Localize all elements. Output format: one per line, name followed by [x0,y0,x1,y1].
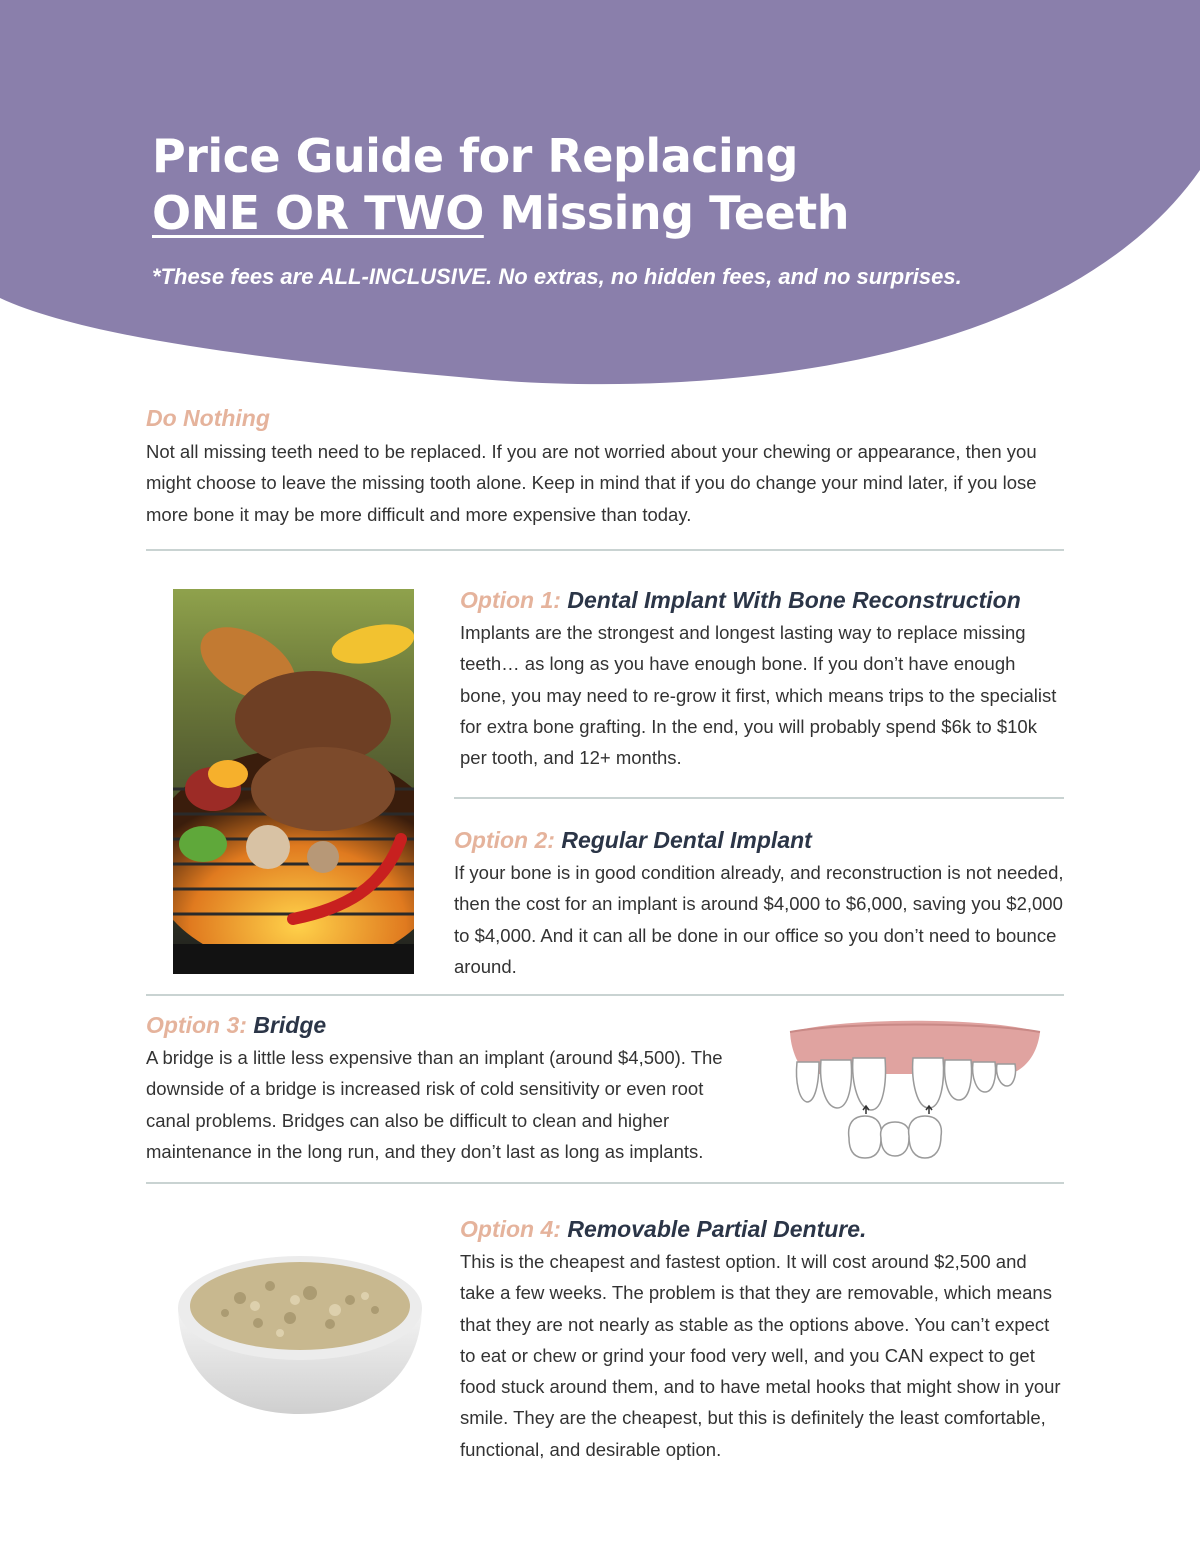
option-3-heading [146,1010,326,1040]
option-3-prefix: Option 3: [146,1012,247,1038]
option-3-body: A bridge is a little less expensive than an implant (around $4,500). The downside of a bridge is increased risk of cold sensitivity or even root canal problems. Bridges can also be difficult to clean and higher maintenance in the long run, and they don’t last as long as implants. [146,1047,723,1162]
grill-food-photo [173,589,414,974]
option-4-body: This is the cheapest and fastest option. It will cost around $2,500 and take a few weeks. The problem is that they are removable, which means that they are not nearly as stable as the options above. You can’t expect to eat or chew or grind your food very well, and you CAN expect to get food stuck around them, and to have metal hooks that might show in your smile. They are the cheapest, but this is definitely the least comfortable, functional, and desirable option. [460,1251,1061,1460]
divider [146,549,1064,551]
dental-bridge-illustration [785,1012,1045,1162]
option-1-body: Implants are the strongest and longest lasting way to replace missing teeth… as long as you have enough bone. If you don’t have enough bone, you may need to re-grow it first, which means trips to the specialist for extra bone grafting. In the end, you will probably spend $6k to $10k per tooth, and 12+ months. [460,622,1057,769]
option-2-body: If your bone is in good condition already, and reconstruction is not needed, then the cost for an implant is around $4,000 to $6,000, saving you $2,000 to $4,000. And it can all be done in our office so you don’t need to bounce around. [454,862,1064,977]
option-2-prefix: Option 2: [454,827,555,853]
divider [146,1182,1064,1184]
title-line-2: Missing Teeth [483,186,849,240]
option-2-heading [454,825,812,855]
title-highlight: ONE OR TWO [152,186,484,240]
option-1-prefix: Option 1: [460,587,561,613]
oatmeal-bowl-photo [170,1238,430,1418]
option-3-title: Bridge [253,1012,327,1038]
option-4-heading [460,1214,866,1244]
option-4-prefix: Option 4: [460,1216,561,1242]
page-title [152,128,849,242]
divider [454,797,1064,799]
do-nothing-body: Not all missing teeth need to be replaced. If you are not worried about your chewing or appearance, then you might choose to leave the missing tooth alone. Keep in mind that if you do change your mind later, if you lose more bone it may be more difficult and more expensive than today. [146,441,1037,525]
page-subtitle: *These fees are ALL-INCLUSIVE. No extras, no hidden fees, and no surprises. [152,264,962,289]
divider [146,994,1064,996]
option-1-title: Dental Implant With Bone Reconstruction [567,587,1021,613]
title-line-1: Price Guide for Replacing [152,129,798,183]
option-1-heading [460,585,1021,615]
do-nothing-heading: Do Nothing [146,405,270,431]
option-4-title: Removable Partial Denture. [567,1216,867,1242]
option-2-title: Regular Dental Implant [561,827,812,853]
